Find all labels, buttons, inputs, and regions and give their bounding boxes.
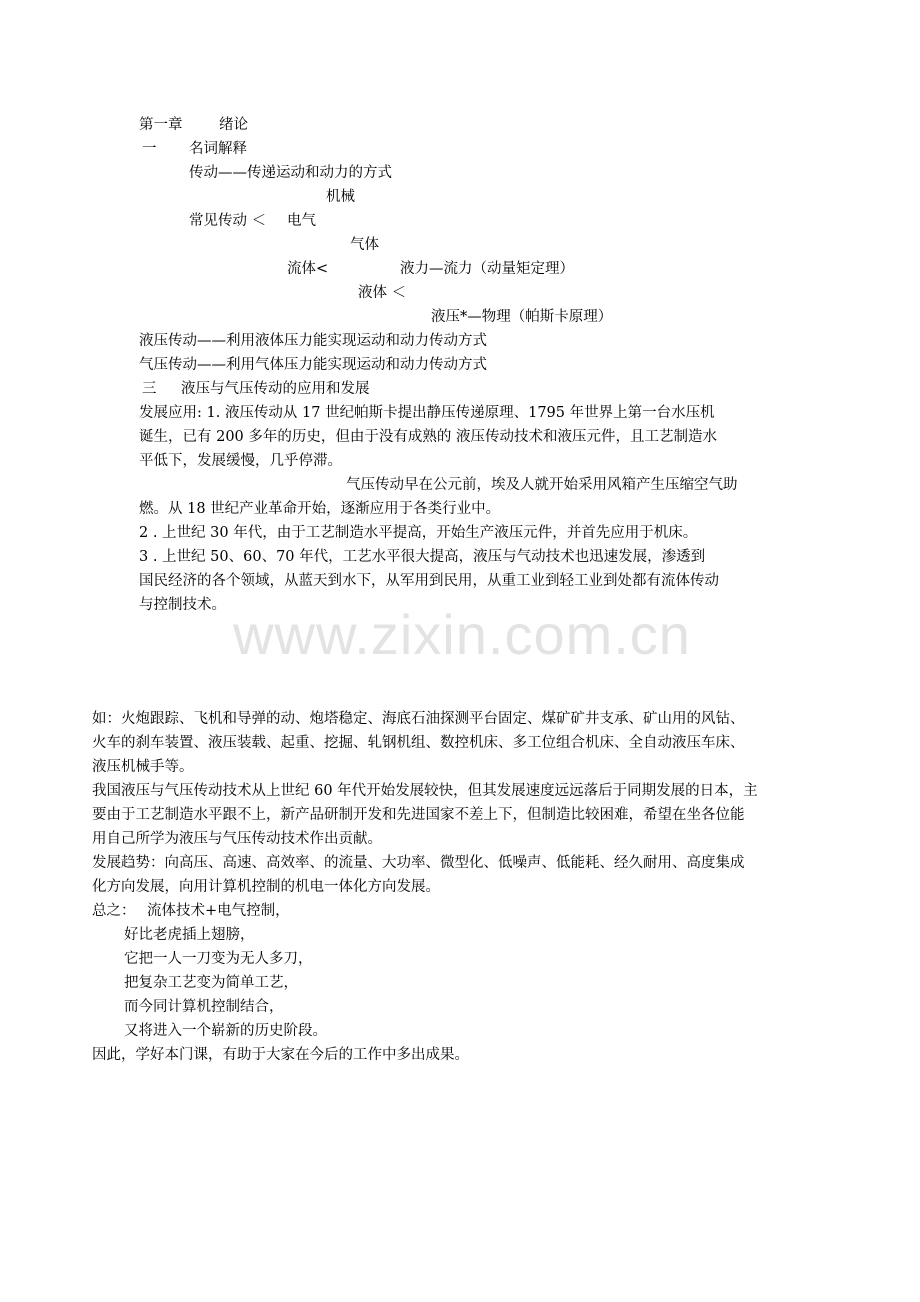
type-hydrodynamic: 液力—流力（动量矩定理） <box>400 261 574 277</box>
summary-line: 而今同计算机控制结合， <box>124 999 284 1015</box>
type-fluid: 流体< <box>287 261 329 277</box>
summary-label: 总之： <box>92 903 136 919</box>
type-gas: 气体 <box>350 237 379 253</box>
section-3-number: 三 <box>142 381 157 397</box>
paragraph-line: 3 . 上世纪 50、60、70 年代，工艺水平很大提高，液压与气动技术也迅速发展，渗透到 <box>139 549 706 565</box>
section-1-number: 一 <box>142 141 157 157</box>
type-hydrostatic: 液压*—物理（帕斯卡原理） <box>431 309 613 325</box>
paragraph-line: 气压传动早在公元前，埃及人就开始采用风箱产生压缩空气助 <box>346 477 738 493</box>
section-3-title: 液压与气压传动的应用和发展 <box>181 381 370 397</box>
chapter-title: 绪论 <box>219 117 248 133</box>
section-1-title: 名词解释 <box>189 141 247 157</box>
type-mechanical: 机械 <box>326 189 355 205</box>
conclusion: 因此，学好本门课，有助于大家在今后的工作中多出成果。 <box>92 1047 469 1063</box>
paragraph-line: 如：火炮跟踪、飞机和导弹的动、炮塔稳定、海底石油探测平台固定、煤矿矿井支承、矿山用的风钻、 <box>92 711 745 727</box>
transmission-definition: 传动——传递运动和动力的方式 <box>189 165 392 181</box>
summary-line: 它把一人一刀变为无人多刀， <box>124 951 313 967</box>
watermark: www.zixin.com.cn <box>233 603 691 666</box>
pneumatic-definition: 气压传动——利用气体压力能实现运动和动力传动方式 <box>139 357 487 373</box>
paragraph-line: 火车的刹车装置、液压装载、起重、挖掘、轧钢机组、数控机床、多工位组合机床、全自动液压车床、 <box>92 735 745 751</box>
paragraph-line: 液压机械手等。 <box>92 759 194 775</box>
paragraph-line: 化方向发展，向用计算机控制的机电一体化方向发展。 <box>92 879 440 895</box>
type-liquid: 液体 ＜ <box>358 285 407 301</box>
hydraulic-definition: 液压传动——利用液体压力能实现运动和动力传动方式 <box>139 333 487 349</box>
summary-line: 把复杂工艺变为简单工艺， <box>124 975 298 991</box>
paragraph-line: 国民经济的各个领域，从蓝天到水下，从军用到民用，从重工业到轻工业到处都有流体传动 <box>139 573 719 589</box>
paragraph-line: 要由于工艺制造水平跟不上，新产品研制开发和先进国家不差上下，但制造比较困难，希望在坐各位能 <box>92 807 745 823</box>
summary-line: 好比老虎插上翅膀， <box>124 927 255 943</box>
summary-line: 又将进入一个崭新的历史阶段。 <box>124 1023 327 1039</box>
paragraph-line: 2 . 上世纪 30 年代，由于工艺制造水平提高，开始生产液压元件，并首先应用于机床。 <box>139 525 698 541</box>
chapter-number: 第一章 <box>139 117 183 133</box>
summary-line: 流体技术+电气控制， <box>147 903 290 919</box>
paragraph-line: 用自己所学为液压与气压传动技术作出贡献。 <box>92 831 382 847</box>
paragraph-line: 我国液压与气压传动技术从上世纪 60 年代开始发展较快，但其发展速度远远落后于同期发展的日本，主 <box>92 783 758 799</box>
type-electric: 电气 <box>287 213 316 229</box>
paragraph-line: 发展应用: 1. 液压传动从 17 世纪帕斯卡提出静压传递原理、1795 年世界上第一台水压机 <box>139 405 715 421</box>
paragraph-line: 诞生，已有 200 多年的历史，但由于没有成熟的 液压传动技术和液压元件，且工艺制造水 <box>139 429 717 445</box>
paragraph-line: 燃。从 18 世纪产业革命开始，逐渐应用于各类行业中。 <box>139 501 501 517</box>
common-transmission-label: 常见传动 ＜ <box>189 213 267 229</box>
paragraph-line: 发展趋势：向高压、高速、高效率、的流量、大功率、微型化、低噪声、低能耗、经久耐用、高度集成 <box>92 855 745 871</box>
paragraph-line: 与控制技术。 <box>139 597 226 613</box>
paragraph-line: 平低下，发展缓慢，几乎停滞。 <box>139 453 342 469</box>
